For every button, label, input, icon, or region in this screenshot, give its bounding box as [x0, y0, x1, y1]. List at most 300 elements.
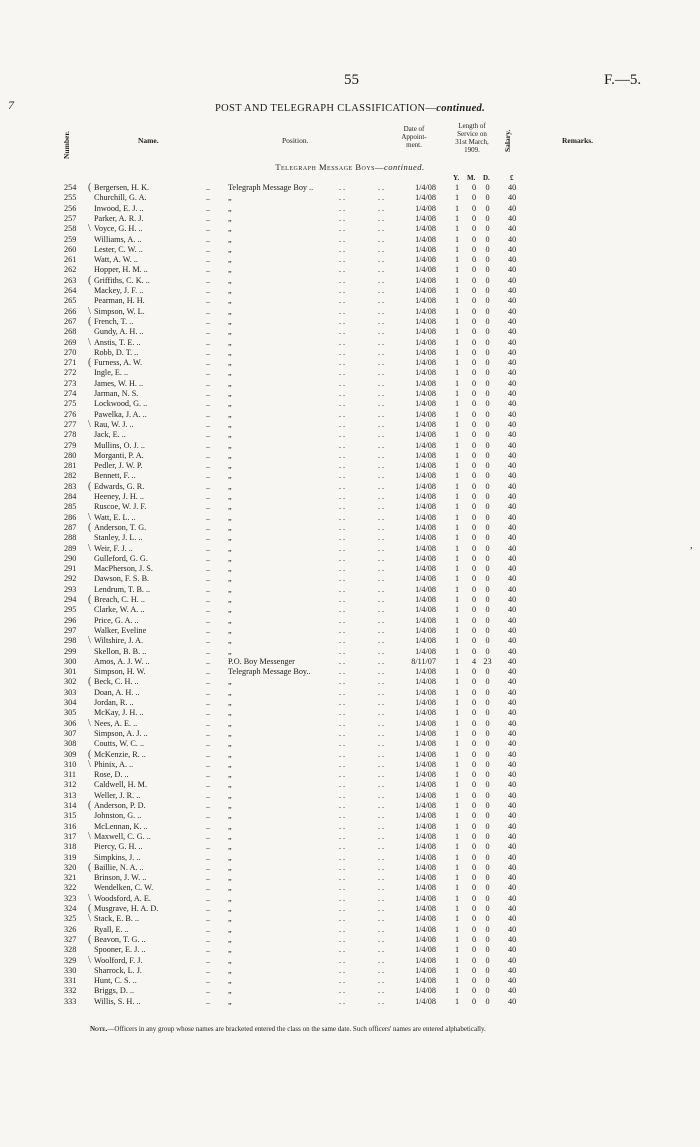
row-days: 0	[485, 492, 490, 501]
row-date: 1/4/08	[415, 193, 436, 203]
row-leader: ..	[378, 708, 387, 718]
row-leader: ..	[206, 595, 211, 604]
row-position: „	[228, 728, 232, 738]
row-leader: ..	[339, 409, 348, 419]
row-leader: ..	[339, 419, 348, 429]
row-leader: ..	[339, 255, 348, 265]
table-row	[0, 533, 700, 543]
row-name: Beck, C. H. ..	[94, 677, 139, 687]
row-leader: ..	[378, 831, 387, 841]
row-number: 311	[64, 770, 76, 780]
row-months: 0	[471, 512, 477, 522]
row-position: „	[228, 316, 232, 326]
row-number: 302	[64, 677, 77, 687]
row-name: Weir, F. J. ..	[94, 543, 133, 553]
row-salary: 40	[508, 430, 517, 440]
row-date: 1/4/08	[415, 852, 436, 862]
row-leader: ..	[339, 213, 348, 223]
row-leader: ..	[339, 904, 348, 913]
row-number: 274	[64, 389, 77, 398]
row-years: 1	[455, 986, 460, 996]
row-position: „	[228, 286, 232, 295]
row-position: „	[228, 821, 232, 831]
row-leader: ..	[206, 481, 211, 491]
row-salary: 40	[508, 183, 517, 192]
header-remarks: Remarks.	[562, 136, 594, 145]
row-name: Piercy, G. H. ..	[94, 842, 143, 852]
row-months: 0	[471, 801, 477, 810]
row-years: 1	[455, 316, 460, 326]
row-leader: ..	[378, 667, 387, 677]
row-date: 1/4/08	[415, 790, 436, 800]
row-months: 0	[471, 296, 477, 306]
row-salary: 40	[508, 522, 517, 532]
row-position: „	[228, 533, 232, 543]
row-days: 0	[485, 862, 490, 872]
row-leader: ..	[206, 883, 211, 893]
row-leader: ..	[378, 996, 387, 1006]
row-years: 1	[455, 893, 460, 903]
row-leader: ..	[206, 698, 211, 707]
row-name: Doan, A. H. ..	[94, 687, 140, 697]
row-years: 1	[455, 811, 460, 821]
row-leader: ..	[206, 430, 211, 440]
row-date: 1/4/08	[415, 481, 436, 491]
row-leader: ..	[339, 687, 348, 697]
row-name: Rau, W. J. ..	[94, 419, 134, 429]
row-years: 1	[455, 667, 460, 677]
table-row	[0, 616, 700, 626]
table-row	[0, 657, 700, 667]
row-years: 1	[455, 347, 460, 357]
row-number: 326	[64, 924, 77, 934]
row-leader: ..	[378, 584, 387, 594]
row-date: 1/4/08	[415, 450, 436, 460]
row-years: 1	[455, 584, 460, 594]
row-salary: 40	[508, 481, 517, 491]
row-number: 296	[64, 615, 77, 625]
row-leader: ..	[339, 553, 348, 563]
row-leader: ..	[206, 852, 211, 862]
row-months: 0	[471, 234, 477, 244]
row-leader: ..	[206, 512, 211, 522]
row-number: 284	[64, 492, 77, 501]
header-date-line: Appoint-	[401, 133, 427, 141]
row-leader: ..	[378, 461, 387, 471]
row-bracket: \	[88, 954, 91, 966]
row-name: Gundy, A. H. ..	[94, 327, 144, 337]
row-name: Dawson, F. S. B.	[94, 574, 150, 584]
row-leader: ..	[206, 605, 211, 615]
row-days: 23	[483, 656, 492, 666]
row-years: 1	[455, 615, 460, 625]
row-number: 297	[64, 625, 77, 635]
row-number: 325	[64, 914, 77, 924]
row-number: 281	[64, 461, 77, 471]
row-bracket: (	[88, 800, 92, 811]
row-bracket: (	[88, 676, 92, 688]
row-number: 276	[64, 409, 77, 419]
subheading-continued: continued.	[384, 162, 425, 172]
row-leader: ..	[378, 945, 387, 955]
row-leader: ..	[206, 265, 211, 275]
row-name: Lockwood, G. ..	[94, 399, 148, 409]
row-name: Phinix, A. ..	[94, 759, 134, 769]
row-salary: 40	[508, 419, 517, 429]
row-leader: ..	[206, 543, 211, 553]
row-position: „	[228, 605, 232, 615]
row-position: „	[228, 934, 232, 944]
row-days: 0	[485, 976, 490, 986]
row-leader: ..	[339, 183, 348, 192]
row-leader: ..	[206, 842, 211, 852]
row-days: 0	[485, 636, 490, 646]
row-leader: ..	[206, 924, 211, 934]
row-leader: ..	[206, 667, 211, 677]
row-leader: ..	[206, 801, 211, 810]
row-leader: ..	[206, 275, 211, 285]
row-name: James, W. H. ..	[94, 378, 144, 388]
row-years: 1	[455, 378, 460, 388]
row-name: Anstis, T. E. ..	[94, 337, 141, 347]
table-row	[0, 276, 700, 286]
row-leader: ..	[378, 471, 387, 481]
row-position: „	[228, 358, 232, 368]
row-leader: ..	[206, 450, 211, 460]
row-leader: ..	[378, 286, 387, 295]
row-number: 322	[64, 883, 77, 893]
row-months: 4	[471, 656, 477, 666]
row-salary: 40	[508, 749, 517, 759]
row-date: 1/4/08	[415, 183, 436, 192]
row-leader: ..	[339, 770, 348, 780]
row-number: 292	[64, 574, 77, 584]
row-name: Inwood, E. J. ..	[94, 203, 144, 213]
table-row	[0, 801, 700, 811]
row-months: 0	[471, 286, 477, 295]
row-position: „	[228, 224, 232, 234]
row-days: 0	[485, 512, 490, 522]
row-years: 1	[455, 934, 460, 944]
row-leader: ..	[339, 605, 348, 615]
row-leader: ..	[206, 224, 211, 234]
row-salary: 40	[508, 801, 517, 810]
row-leader: ..	[339, 306, 348, 316]
row-number: 318	[64, 842, 77, 852]
row-position: „	[228, 615, 232, 625]
row-leader: ..	[206, 708, 211, 718]
row-years: 1	[455, 213, 460, 223]
row-date: 1/4/08	[415, 687, 436, 697]
header-length-line: 1909.	[464, 146, 480, 154]
row-leader: ..	[339, 862, 348, 872]
row-days: 0	[485, 708, 490, 718]
row-salary: 40	[508, 883, 517, 893]
page-number: 55	[344, 72, 359, 88]
row-leader: ..	[206, 564, 211, 574]
row-years: 1	[455, 203, 460, 213]
row-number: 279	[64, 440, 77, 450]
row-months: 0	[471, 337, 477, 347]
row-days: 0	[485, 389, 490, 398]
row-months: 0	[471, 924, 477, 934]
row-years: 1	[455, 481, 460, 491]
footnote-text: —Officers in any group whose names are bracketed entered the class on the same date. Such officers' names are entered alphabetically.	[107, 1025, 486, 1033]
row-leader: ..	[206, 522, 211, 532]
row-years: 1	[455, 636, 460, 646]
row-leader: ..	[339, 512, 348, 522]
row-months: 0	[471, 492, 477, 501]
row-months: 0	[471, 399, 477, 409]
row-name: McKenzie, R. ..	[94, 749, 146, 759]
row-date: 1/4/08	[415, 615, 436, 625]
row-years: 1	[455, 821, 460, 831]
row-leader: ..	[339, 275, 348, 285]
row-leader: ..	[378, 790, 387, 800]
row-months: 0	[471, 316, 477, 326]
row-months: 0	[471, 759, 477, 769]
row-months: 0	[471, 389, 477, 398]
row-days: 0	[485, 625, 490, 635]
row-days: 0	[485, 296, 490, 306]
row-leader: ..	[339, 430, 348, 440]
row-days: 0	[485, 924, 490, 934]
row-date: 1/4/08	[415, 605, 436, 615]
row-date: 1/4/08	[415, 667, 436, 677]
row-name: Musgrave, H. A. D.	[94, 904, 159, 913]
row-leader: ..	[206, 749, 211, 759]
row-position: „	[228, 883, 232, 893]
row-months: 0	[471, 543, 477, 553]
row-position: „	[228, 368, 232, 378]
row-leader: ..	[339, 749, 348, 759]
table-row	[0, 585, 700, 595]
row-leader: ..	[206, 389, 211, 398]
row-months: 0	[471, 358, 477, 368]
table-row	[0, 739, 700, 749]
table-row	[0, 410, 700, 420]
row-position: „	[228, 553, 232, 563]
row-number: 309	[64, 749, 77, 759]
table-row	[0, 502, 700, 512]
row-leader: ..	[339, 873, 348, 883]
row-salary: 40	[508, 986, 517, 996]
row-leader: ..	[378, 615, 387, 625]
table-row	[0, 523, 700, 533]
header-length-line: Length of	[458, 122, 486, 130]
table-row	[0, 750, 700, 760]
row-days: 0	[485, 543, 490, 553]
row-leader: ..	[206, 203, 211, 213]
row-position: „	[228, 739, 232, 749]
row-months: 0	[471, 471, 477, 481]
row-leader: ..	[378, 512, 387, 522]
row-days: 0	[485, 265, 490, 275]
row-leader: ..	[339, 811, 348, 821]
row-leader: ..	[206, 625, 211, 635]
row-salary: 40	[508, 337, 517, 347]
row-years: 1	[455, 852, 460, 862]
row-position: „	[228, 677, 232, 687]
row-leader: ..	[378, 574, 387, 584]
row-name: Bergersen, H. K.	[94, 183, 150, 192]
row-years: 1	[455, 224, 460, 234]
row-date: 1/4/08	[415, 419, 436, 429]
row-position: „	[228, 955, 232, 965]
title-main: POST AND TELEGRAPH CLASSIFICATION—	[214, 103, 437, 114]
row-years: 1	[455, 677, 460, 687]
row-salary: 40	[508, 728, 517, 738]
row-leader: ..	[339, 934, 348, 944]
row-bracket: \	[88, 418, 91, 430]
row-leader: ..	[339, 996, 348, 1006]
row-name: McLennan, K. ..	[94, 821, 148, 831]
row-days: 0	[485, 337, 490, 347]
row-salary: 40	[508, 842, 517, 852]
row-years: 1	[455, 337, 460, 347]
row-date: 1/4/08	[415, 522, 436, 532]
row-number: 287	[64, 522, 77, 532]
row-leader: ..	[378, 419, 387, 429]
row-years: 1	[455, 399, 460, 409]
table-row	[0, 832, 700, 842]
row-name: Gulleford, G. G.	[94, 553, 148, 563]
table-row	[0, 554, 700, 564]
table-row	[0, 544, 700, 554]
table-row	[0, 327, 700, 337]
row-salary: 40	[508, 440, 517, 450]
table-row	[0, 883, 700, 893]
row-number: 300	[64, 656, 77, 666]
row-leader: ..	[378, 450, 387, 460]
row-months: 0	[471, 625, 477, 635]
row-bracket: (	[88, 274, 92, 286]
table-row	[0, 894, 700, 904]
row-position: „	[228, 255, 232, 265]
row-position: „	[228, 687, 232, 697]
row-months: 0	[471, 934, 477, 944]
row-leader: ..	[378, 193, 387, 203]
row-leader: ..	[378, 728, 387, 738]
row-name: Jordan, R. ..	[94, 698, 134, 707]
row-leader: ..	[378, 873, 387, 883]
row-number: 310	[64, 759, 77, 769]
row-days: 0	[485, 584, 490, 594]
row-name: Breach, C. H. ..	[94, 595, 145, 604]
row-date: 1/4/08	[415, 286, 436, 295]
row-leader: ..	[378, 347, 387, 357]
row-position: „	[228, 904, 232, 913]
row-years: 1	[455, 512, 460, 522]
row-name: Lester, C. W. ..	[94, 244, 143, 254]
row-leader: ..	[339, 945, 348, 955]
row-date: 1/4/08	[415, 358, 436, 368]
row-months: 0	[471, 605, 477, 615]
unit-pound: £	[510, 174, 514, 182]
row-years: 1	[455, 718, 460, 728]
row-date: 1/4/08	[415, 996, 436, 1006]
row-leader: ..	[339, 481, 348, 491]
row-date: 1/4/08	[415, 255, 436, 265]
row-days: 0	[485, 183, 490, 192]
row-position: „	[228, 595, 232, 604]
row-date: 1/4/08	[415, 492, 436, 501]
row-number: 323	[64, 893, 77, 903]
row-months: 0	[471, 224, 477, 234]
row-leader: ..	[378, 739, 387, 749]
row-leader: ..	[206, 646, 211, 656]
row-salary: 40	[508, 615, 517, 625]
row-leader: ..	[378, 759, 387, 769]
row-salary: 40	[508, 255, 517, 265]
row-leader: ..	[378, 234, 387, 244]
row-days: 0	[485, 471, 490, 481]
table-row	[0, 368, 700, 378]
row-bracket: (	[88, 521, 92, 533]
row-number: 303	[64, 687, 77, 697]
row-salary: 40	[508, 368, 517, 378]
row-salary: 40	[508, 327, 517, 337]
row-position: „	[228, 327, 232, 337]
subheading-main: Telegraph Message Boys—	[275, 162, 385, 172]
row-days: 0	[485, 904, 490, 913]
header-name: Name.	[138, 136, 159, 145]
table-row	[0, 224, 700, 234]
row-name: Mullins, O. J. ..	[94, 440, 145, 450]
row-salary: 40	[508, 244, 517, 254]
row-date: 1/4/08	[415, 883, 436, 893]
row-leader: ..	[378, 543, 387, 553]
row-days: 0	[485, 852, 490, 862]
row-salary: 40	[508, 873, 517, 883]
row-number: 316	[64, 821, 77, 831]
row-number: 270	[64, 347, 77, 357]
row-months: 0	[471, 306, 477, 316]
row-leader: ..	[206, 914, 211, 924]
row-name: Pearman, H. H.	[94, 296, 145, 306]
row-name: Johnston, G. ..	[94, 811, 142, 821]
row-number: 312	[64, 780, 77, 790]
row-salary: 40	[508, 708, 517, 718]
row-months: 0	[471, 522, 477, 532]
table-row	[0, 379, 700, 389]
row-number: 261	[64, 255, 77, 265]
row-name: Pedler, J. W. P.	[94, 461, 143, 471]
row-days: 0	[485, 965, 490, 975]
row-bracket: (	[88, 594, 92, 605]
row-days: 0	[485, 399, 490, 409]
row-leader: ..	[339, 656, 348, 666]
table-row	[0, 338, 700, 348]
row-months: 0	[471, 595, 477, 604]
row-years: 1	[455, 883, 460, 893]
table-row	[0, 626, 700, 636]
row-years: 1	[455, 440, 460, 450]
row-leader: ..	[206, 358, 211, 368]
row-salary: 40	[508, 389, 517, 398]
row-number: 289	[64, 543, 77, 553]
row-position: „	[228, 625, 232, 635]
row-position: „	[228, 440, 232, 450]
row-number: 315	[64, 811, 77, 821]
row-months: 0	[471, 275, 477, 285]
row-days: 0	[485, 430, 490, 440]
row-months: 0	[471, 667, 477, 677]
table-row	[0, 399, 700, 409]
row-date: 1/4/08	[415, 399, 436, 409]
row-days: 0	[485, 255, 490, 265]
row-leader: ..	[339, 965, 348, 975]
